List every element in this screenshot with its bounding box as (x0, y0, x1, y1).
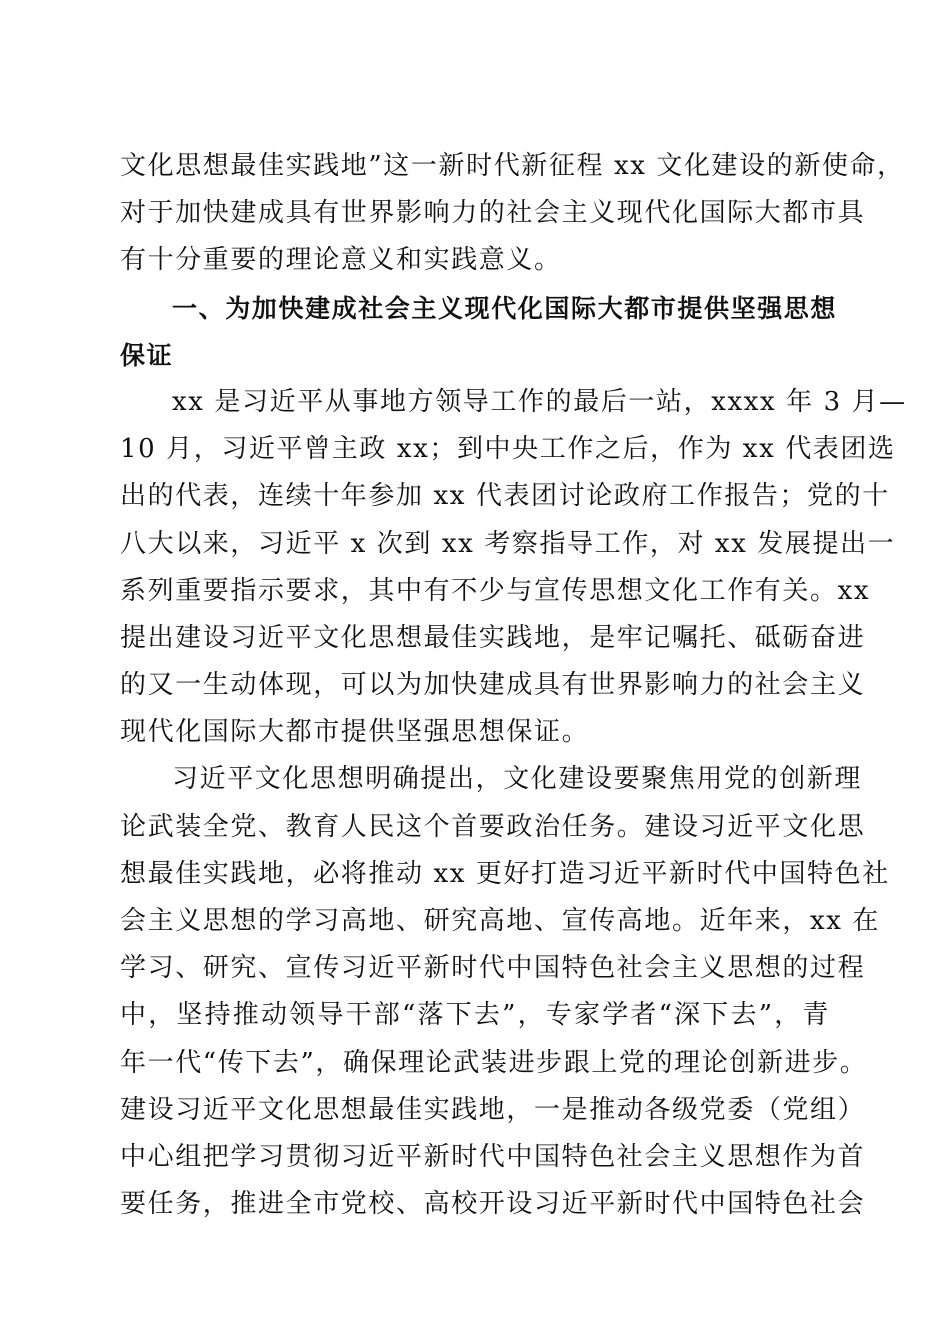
body-line: 习近平文化思想明确提出，文化建设要聚焦用党的创新理 (172, 764, 863, 795)
body-line: 有十分重要的理论意义和实践意义。 (120, 245, 562, 276)
body-line: 年一代“传下去”，确保理论武装进步跟上党的理论创新进步。 (120, 1047, 868, 1078)
body-line: 想最佳实践地，必将推动 xx 更好打造习近平新时代中国特色社 (120, 858, 890, 889)
body-line: 中，坚持推动领导干部“落下去”，专家学者“深下去”，青 (120, 1000, 830, 1031)
body-line: 对于加快建成具有世界影响力的社会主义现代化国际大都市具 (120, 198, 866, 229)
section-heading: 保证 (120, 340, 174, 370)
body-line: 学习、研究、宣传习近平新时代中国特色社会主义思想的过程 (120, 953, 866, 984)
body-line: 10 月，习近平曾主政 xx；到中央工作之后，作为 xx 代表团选 (120, 434, 896, 465)
section-heading: 一、为加快建成社会主义现代化国际大都市提供坚强思想 (172, 293, 838, 323)
body-line: 文化思想最佳实践地”这一新时代新征程 xx 文化建设的新使命， (120, 151, 905, 181)
body-line: 系列重要指示要求，其中有不少与宣传思想文化工作有关。xx (120, 575, 871, 606)
body-line: 的又一生动体现，可以为加快建成具有世界影响力的社会主义 (120, 670, 866, 701)
body-line: xx 是习近平从事地方领导工作的最后一站，xxxx 年 3 月— (172, 386, 907, 417)
body-line: 论武装全党、教育人民这个首要政治任务。建设习近平文化思 (120, 811, 866, 842)
body-line: 中心组把学习贯彻习近平新时代中国特色社会主义思想作为首 (120, 1141, 866, 1172)
body-line: 出的代表，连续十年参加 xx 代表团讨论政府工作报告；党的十 (120, 481, 890, 512)
body-line: 提出建设习近平文化思想最佳实践地，是牢记嘱托、砥砺奋进 (120, 622, 866, 653)
body-line: 建设习近平文化思想最佳实践地，一是推动各级党委（党组） (120, 1094, 866, 1125)
body-line: 会主义思想的学习高地、研究高地、宣传高地。近年来，xx 在 (120, 906, 880, 936)
body-line: 八大以来，习近平 x 次到 xx 考察指导工作，对 xx 发展提出一 (120, 528, 896, 559)
body-line: 现代化国际大都市提供坚强思想保证。 (120, 717, 590, 748)
body-line: 要任务，推进全市党校、高校开设习近平新时代中国特色社会 (120, 1189, 866, 1220)
document-body (120, 143, 907, 1228)
